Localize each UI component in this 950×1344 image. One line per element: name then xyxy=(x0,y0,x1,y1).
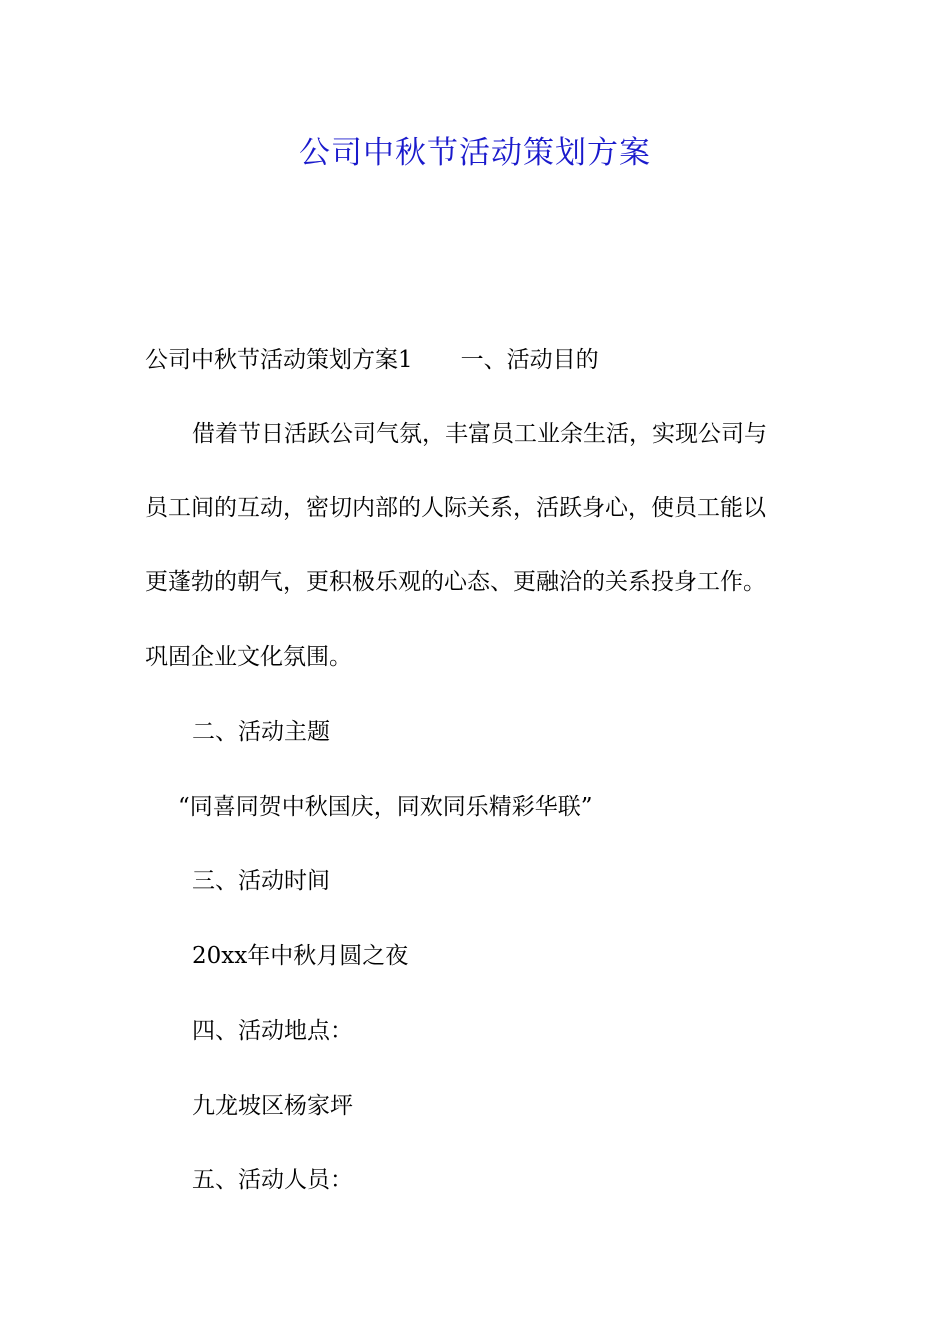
section-5-heading: 五、活动人员： xyxy=(192,1167,353,1193)
section-2-heading: 二、活动主题 xyxy=(192,719,330,745)
intro-line xyxy=(145,343,599,377)
section-1-heading: 一、活动目的 xyxy=(460,347,599,373)
location-text: 九龙坡区杨家坪 xyxy=(192,1093,353,1119)
purpose-paragraph-line-4: 巩固企业文化氛围。 xyxy=(145,644,352,670)
theme-text: “同喜同贺中秋国庆，同欢同乐精彩华联” xyxy=(178,794,593,820)
time-text: 20xx年中秋月圆之夜 xyxy=(192,943,409,969)
section-3-heading: 三、活动时间 xyxy=(192,868,330,894)
intro-heading: 公司中秋节活动策划方案1 xyxy=(145,347,413,373)
section-4-heading: 四、活动地点： xyxy=(192,1018,353,1044)
purpose-paragraph-line-1: 借着节日活跃公司气氛，丰富员工业余生活，实现公司与 xyxy=(192,421,767,447)
document-title: 公司中秋节活动策划方案 xyxy=(299,135,651,171)
purpose-paragraph-line-2: 员工间的互动，密切内部的人际关系，活跃身心，使员工能以 xyxy=(145,495,766,521)
purpose-paragraph-line-3: 更蓬勃的朝气，更积极乐观的心态、更融洽的关系投身工作。 xyxy=(145,569,766,595)
